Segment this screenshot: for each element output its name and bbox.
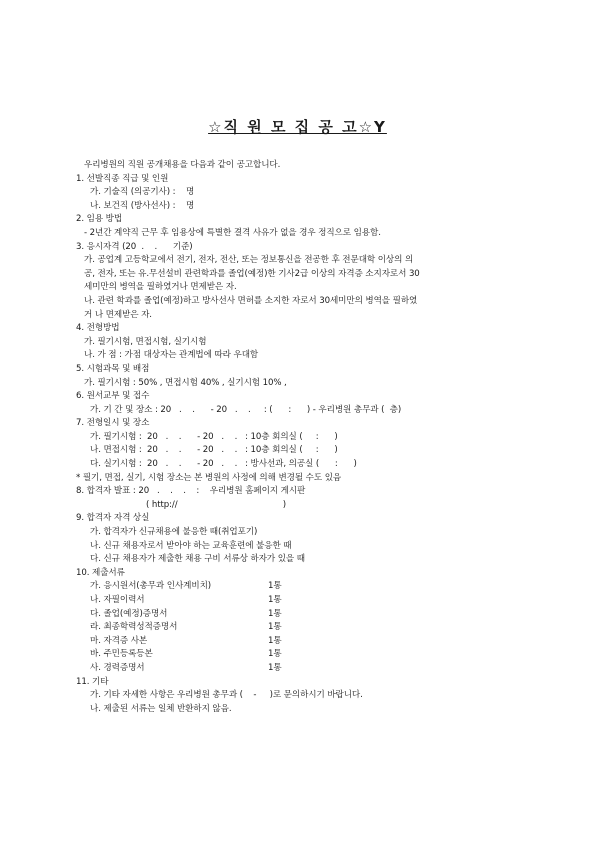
section-5-heading: 5. 시험과목 및 배점	[76, 363, 150, 374]
document-name: 사. 경력증명서	[90, 662, 145, 673]
section-3-heading: 3. 응시자격 (20 . . 기준)	[76, 241, 193, 252]
document-name: 나. 자필이력서	[90, 595, 145, 605]
section-10-heading: 10. 제출서류	[76, 567, 125, 578]
document-qty: 1통	[268, 595, 282, 605]
document-qty: 1통	[268, 622, 282, 633]
document-row	[76, 635, 536, 649]
document-qty: 1통	[268, 608, 282, 619]
section-2-heading: 2. 임용 방법	[76, 214, 123, 225]
section-3-item-b-line2: 거 나 면제받은 자.	[84, 309, 152, 320]
document-qty: 1통	[268, 635, 282, 646]
section-1-heading: 1. 선발직종 직급 및 인원	[76, 173, 169, 184]
section-1-item-b: 나. 보건직 (방사선사) : 명	[90, 200, 195, 211]
document-qty: 1통	[268, 662, 282, 673]
section-4-item-b: 나. 가 점 : 가점 대상자는 관계법에 따라 우대함	[84, 350, 259, 361]
section-6-item-a: 가. 기 간 및 장소 : 20 . . - 20 . . : ( : ) - 우리병원 총무과 ( 층)	[90, 404, 402, 415]
page-title: ☆직 원 모 집 공 고☆Y	[208, 118, 387, 136]
section-7-heading: 7. 전형일시 및 장소	[76, 418, 150, 429]
section-9-item-a: 가. 합격자가 신규채용에 불응한 때(취업포기)	[90, 527, 258, 538]
document-qty: 1통	[268, 581, 282, 592]
section-11-heading: 11. 기타	[76, 676, 109, 687]
document-name: 바. 주민등록등본	[90, 649, 153, 660]
document-row	[76, 621, 536, 635]
section-7-item-b: 나. 면접시험 : 20 . . - 20 . . : 10층 회의실 ( : )	[90, 445, 338, 456]
section-7-item-a: 가. 필기시험 : 20 . . - 20 . . : 10층 회의실 ( : )	[90, 431, 338, 442]
section-11-item-a: 가. 기타 자세한 사항은 우리병원 총무과 ( - )로 문의하시기 바랍니다.	[90, 690, 363, 701]
document-row	[76, 580, 536, 594]
document-name: 라. 최종학력성적증명서	[90, 622, 178, 633]
section-11-item-b: 나. 제출된 서류는 일체 반환하지 않음.	[90, 703, 232, 714]
document-name: 마. 자격증 사본	[90, 635, 148, 646]
section-9-item-b: 나. 신규 채용자로서 받아야 하는 교육훈련에 불응한 때	[90, 540, 292, 551]
document-qty: 1통	[268, 649, 282, 660]
section-3-item-b-line1: 나. 관련 학과를 졸업(예정)하고 방사선사 면허를 소지한 자로서 30세미만의 병역을 필하였	[84, 295, 418, 306]
section-6-heading: 6. 원서교부 및 접수	[76, 391, 150, 402]
section-7-item-c: 다. 실기시험 : 20 . . - 20 . . : 방사선과, 의공실 ( : )	[90, 459, 357, 470]
document-row	[76, 594, 536, 608]
section-3-item-a-line1: 가. 공업계 고등학교에서 전기, 전자, 전산, 또는 정보통신을 전공한 후 전문대학 이상의 의	[84, 255, 414, 266]
section-8-url: ( http:// )	[146, 499, 287, 510]
document-row	[76, 662, 536, 676]
section-4-heading: 4. 전형방법	[76, 323, 120, 334]
section-2-item-a: - 2년간 계약직 근무 후 임용상에 특별한 결격 사유가 없을 경우 정직으로 임용함.	[84, 227, 381, 238]
section-3-item-a-line3: 세미만의 병역을 필하였거나 면제받은 자.	[84, 282, 237, 293]
intro-text: 우리병원의 직원 공개채용을 다음과 같이 공고합니다.	[84, 160, 281, 170]
document-body	[76, 159, 536, 716]
section-4-item-a: 가. 필기시험, 면접시험, 실기시험	[84, 336, 207, 347]
document-row	[76, 648, 536, 662]
document-row	[76, 608, 536, 622]
section-7-note: * 필기, 면접, 실기, 시험 장소는 본 병원의 사정에 의해 변경될 수도 있음	[76, 472, 342, 483]
section-9-heading: 9. 합격자 자격 상실	[76, 513, 150, 524]
section-3-item-a-line2: 공, 전자, 또는 유.무선설비 관련학과를 졸업(예정)한 기사2급 이상의 자격증 소지자로서 30	[84, 268, 420, 279]
document-name: 다. 졸업(예정)증명서	[90, 608, 168, 619]
document-name: 가. 응시원서(총무과 인사계비치)	[90, 581, 212, 592]
section-1-item-a: 가. 기술직 (의공기사) : 명	[90, 187, 195, 198]
section-9-item-c: 다. 신규 채용자가 제출한 채용 구비 서류상 하자가 있을 때	[90, 554, 305, 565]
section-5-item-a: 가. 필기시험 : 50% , 면접시험 40% , 실기시험 10% ,	[84, 377, 287, 388]
section-8-heading: 8. 합격자 발표 : 20 . . . : 우리병원 홈페이지 게시판	[76, 486, 306, 497]
